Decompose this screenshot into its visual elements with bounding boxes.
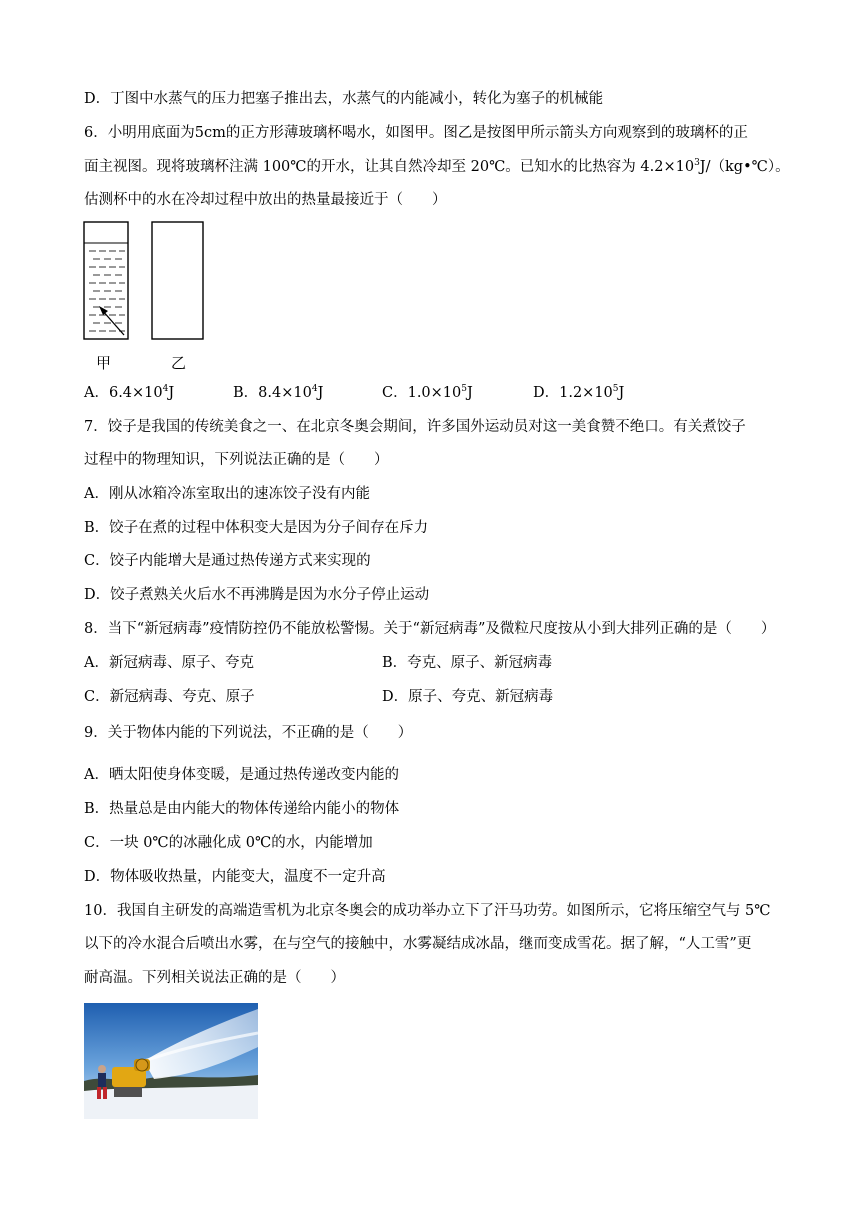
q9-option-c: C．一块 0℃的冰融化成 0℃的水，内能增加 — [84, 835, 373, 851]
q7-option-b: B．饺子在煮的过程中体积变大是因为分子间存在斥力 — [84, 520, 429, 536]
q6-stem-line-1: 6．小明用底面为5cm的正方形薄玻璃杯喝水，如图甲。图乙是按图甲所示箭头方向观察到的玻璃杯的正 — [84, 125, 748, 141]
q10-stem-line-3: 耐高温。下列相关说法正确的是（ ） — [84, 970, 345, 986]
q6-option-b-unit: J — [317, 385, 324, 401]
q6-option-d-text: D．1.2×10 — [533, 385, 613, 401]
q6-stem-line-2-text: 面主视图。现将玻璃杯注满 100℃的开水，让其自然冷却至 20℃。已知水的比热容为 4.2×10 — [84, 159, 695, 175]
q6-option-c-unit: J — [467, 385, 473, 401]
q7-stem-line-2: 过程中的物理知识，下列说法正确的是（ ） — [84, 452, 389, 468]
q8-option-c: C．新冠病毒、夸克、原子 — [84, 689, 255, 705]
q9-stem: 9．关于物体内能的下列说法，不正确的是（ ） — [84, 725, 413, 741]
q6-option-a — [84, 383, 174, 403]
q8-option-a: A．新冠病毒、原子、夸克 — [84, 655, 254, 671]
q8-option-d: D．原子、夸克、新冠病毒 — [382, 689, 554, 705]
q7-option-d: D．饺子煮熟关火后水不再沸腾是因为水分子停止运动 — [84, 587, 430, 603]
q6-option-b-exp: 4 — [311, 384, 318, 394]
q7-option-c: C．饺子内能增大是通过热传递方式来实现的 — [84, 553, 371, 569]
snow-machine-photo — [84, 1003, 258, 1119]
q9-option-a: A．晒太阳使身体变暖，是通过热传递改变内能的 — [84, 767, 399, 783]
q6-exponent: 3 — [694, 158, 700, 168]
q6-option-d-exp: 5 — [612, 384, 619, 394]
q6-option-d — [533, 383, 624, 403]
q6-option-b-text: B．8.4×10 — [233, 385, 312, 401]
q6-option-d-unit: J — [618, 385, 625, 401]
q6-stem-line-3: 估测杯中的水在冷却过程中放出的热量最接近于（ ） — [84, 192, 447, 208]
q5-option-d: D．丁图中水蒸气的压力把塞子推出去，水蒸气的内能减小，转化为塞子的机械能 — [84, 91, 604, 107]
q6-option-c-text: C．1.0×10 — [382, 385, 462, 401]
q6-stem-line-2 — [84, 157, 790, 177]
q9-option-b: B．热量总是由内能大的物体传递给内能小的物体 — [84, 801, 400, 817]
q10-stem-line-2: 以下的冷水混合后喷出水雾，在与空气的接触中，水雾凝结成冰晶，继而变成雪花。据了解，“人工雪”更 — [84, 936, 752, 952]
q6-figure-label-b: 乙 — [171, 354, 187, 372]
q7-stem-line-1: 7．饺子是我国的传统美食之一、在北京冬奥会期间，许多国外运动员对这一美食赞不绝口。有关煮饺子 — [84, 419, 746, 435]
q6-option-c — [382, 383, 473, 403]
q8-stem: 8．当下“新冠病毒”疫情防控仍不能放松警惕。关于“新冠病毒”及微粒尺度按从小到大排列正确的是（ ） — [84, 621, 776, 637]
q6-option-c-exp: 5 — [461, 384, 467, 394]
q6-option-a-unit: J — [168, 385, 175, 401]
q6-figure-glasses — [80, 218, 210, 348]
q6-option-a-exp: 4 — [162, 384, 169, 394]
q6-option-b — [233, 383, 323, 403]
q6-stem-line-2-end: J/（kg•℃）。 — [699, 159, 790, 175]
q10-stem-line-1: 10．我国自主研发的高端造雪机为北京冬奥会的成功举办立下了汗马功劳。如图所示，它将压缩空气与 5℃ — [84, 903, 771, 919]
q6-figure-label-a: 甲 — [96, 354, 112, 372]
q8-option-b: B．夸克、原子、新冠病毒 — [382, 655, 553, 671]
q7-option-a: A．刚从冰箱冷冻室取出的速冻饺子没有内能 — [84, 486, 370, 502]
q9-option-d: D．物体吸收热量，内能变大，温度不一定升高 — [84, 869, 386, 885]
q6-option-a-text: A．6.4×10 — [84, 385, 163, 401]
